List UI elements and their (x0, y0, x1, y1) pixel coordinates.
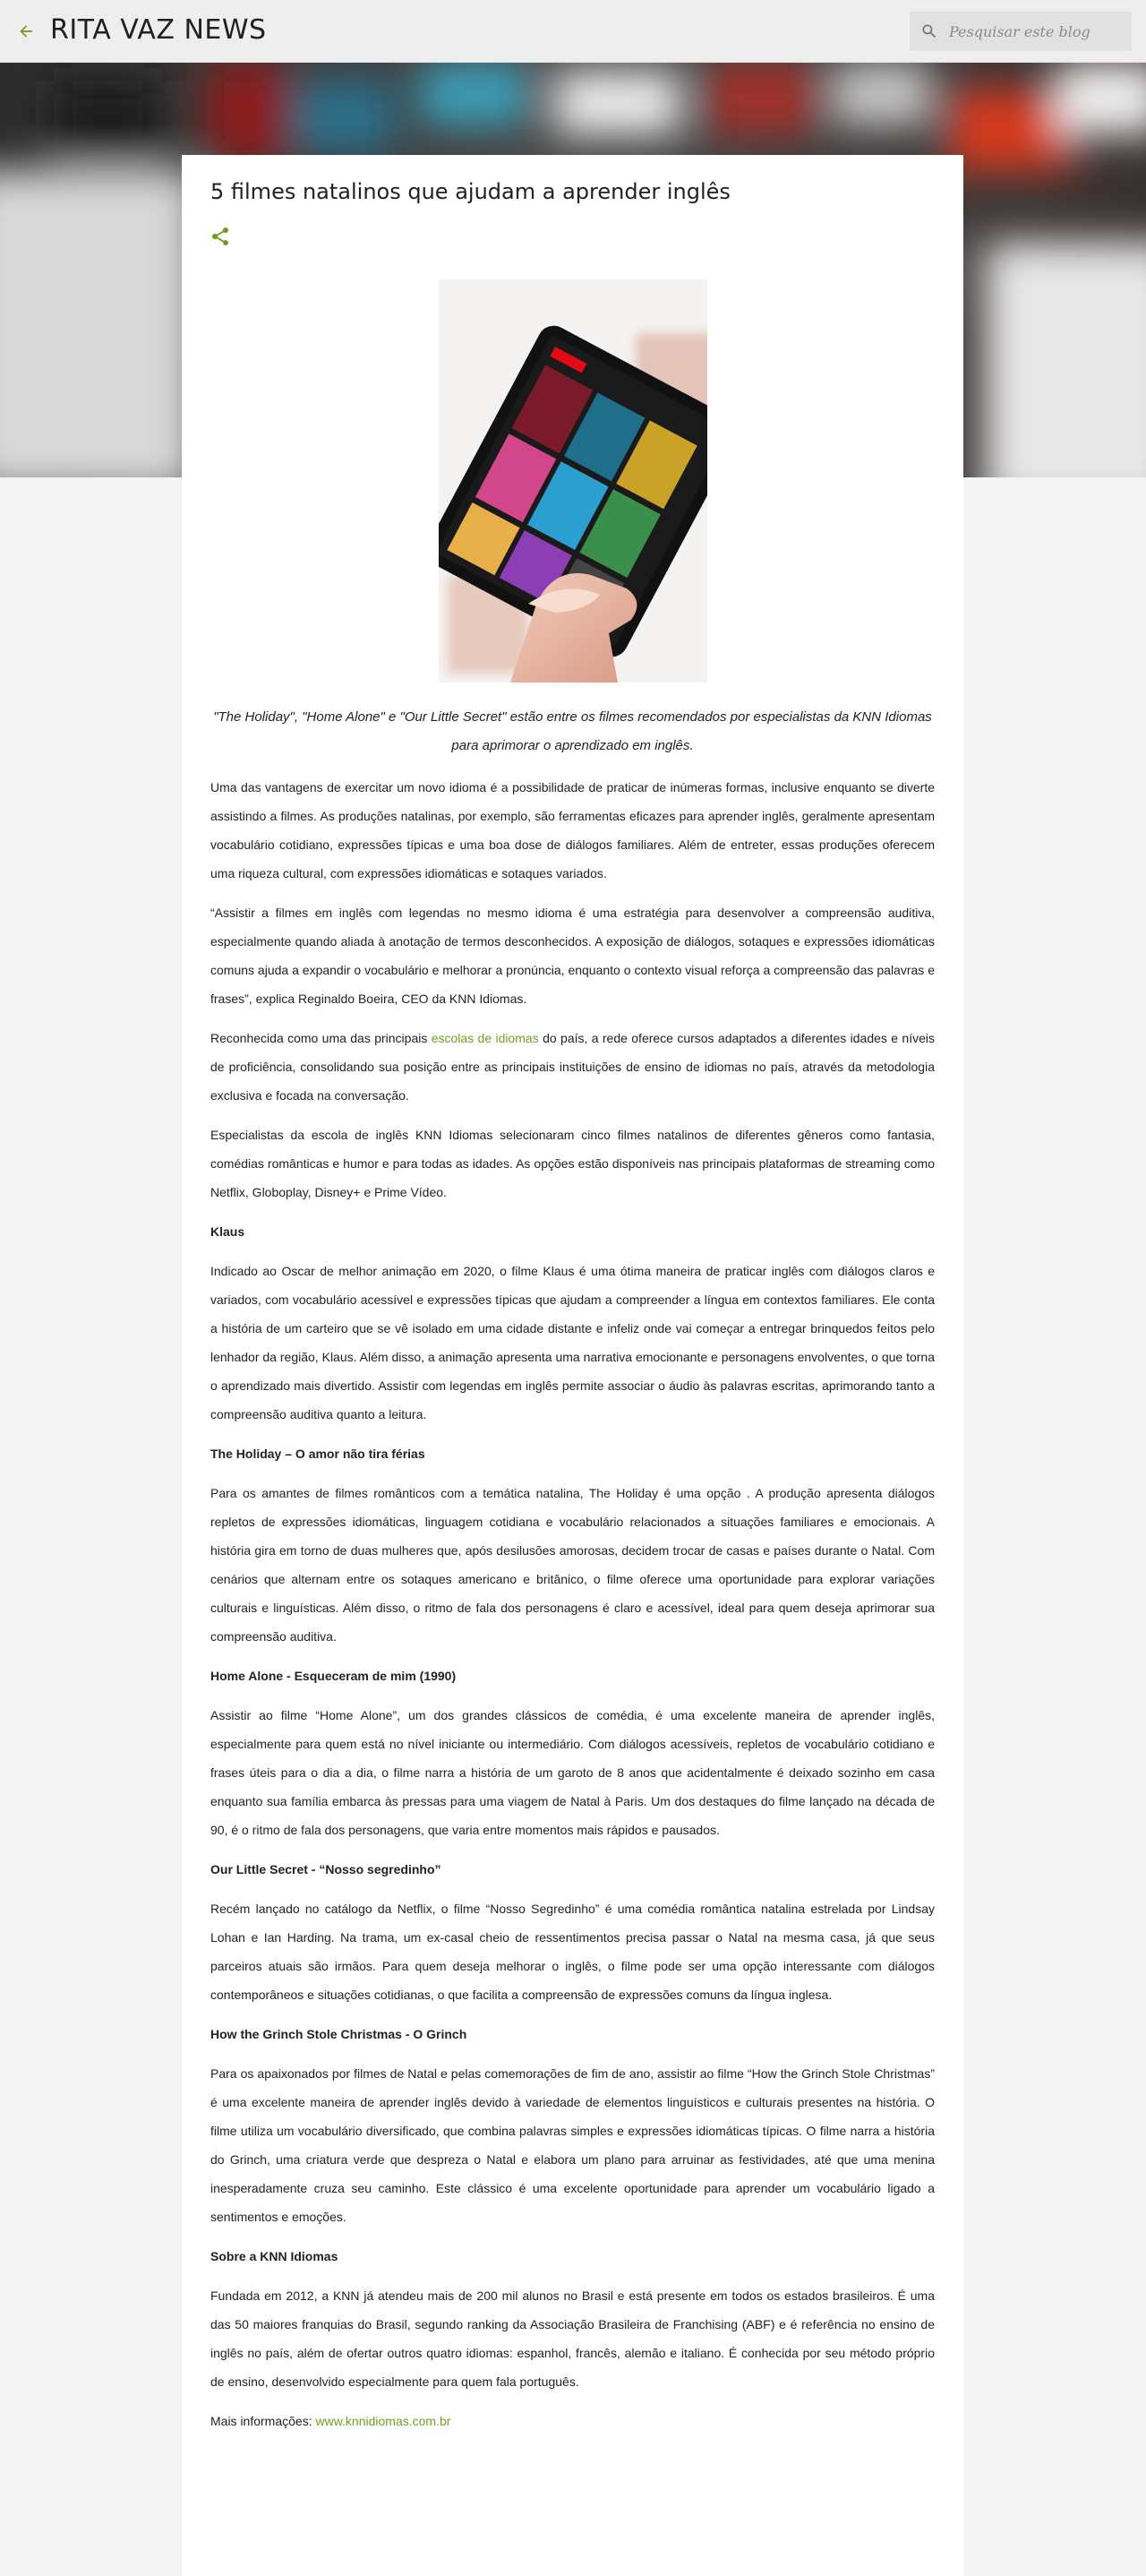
back-arrow-icon[interactable] (13, 18, 39, 45)
paragraph: “Assistir a filmes em inglês com legendas no mesmo idioma é uma estratégia para desenvolver a compreensão auditiva, especialmente quando aliada à anotação de termos desconhecidos. A exposição de diálogos, sotaques e expressões idiomáticas comuns ajuda a expandir o vocabulário e melhorar a pronúncia, enquanto o contexto visual reforça a compreensão das palavras e frases”, explica Reginaldo Boeira, CEO da KNN Idiomas. (210, 906, 935, 1006)
knn-website-link[interactable]: www.knnidiomas.com.br (315, 2414, 451, 2428)
section-heading: How the Grinch Stole Christmas - O Grinch (210, 2027, 467, 2041)
search-input[interactable] (949, 19, 1125, 44)
paragraph: Assistir ao filme “Home Alone”, um dos grandes clássicos de comédia, é uma excelente maneira de aprender inglês, especialmente para quem está no nível iniciante ou intermediário. Com diálogos acessíveis, repletos de vocabulário cotidiano e frases úteis para o dia a dia, o filme narra a história de um garoto de 8 anos que acidentalmente é deixado sozinho em casa enquanto sua família embarca às pressas para uma viagem de Natal à Paris. Um dos destaques do filme lançado na década de 90, é o ritmo de fala dos personagens, que varia entre momentos mais rápidos e pausados. (210, 1708, 935, 1837)
more-info-label: Mais informações: (210, 2414, 316, 2428)
post-title: 5 filmes natalinos que ajudam a aprender inglês (210, 179, 731, 204)
top-bar (0, 0, 1146, 63)
language-schools-link[interactable]: escolas de idiomas (431, 1031, 539, 1045)
blog-title[interactable]: RITA VAZ NEWS (50, 14, 267, 46)
image-caption: "The Holiday", "Home Alone" e "Our Little Secret" estão entre os filmes recomendados por especialistas da KNN Idiomas para aprimorar o aprendizado em inglês. (213, 709, 932, 753)
tablet-streaming-icon (439, 671, 707, 683)
paragraph: Especialistas da escola de inglês KNN Idiomas selecionaram cinco filmes natalinos de diferentes gêneros como fantasia, comédias românticas e humor e para todas as idades. As opções estão disponíveis nas principais plataformas de streaming como Netflix, Globoplay, Disney+ e Prime Vídeo. (210, 1128, 935, 1199)
section-heading: Sobre a KNN Idiomas (210, 2249, 338, 2263)
paragraph-text: Reconhecida como uma das principais (210, 1031, 432, 1045)
paragraph: Indicado ao Oscar de melhor animação em 2020, o filme Klaus é uma ótima maneira de praticar inglês com diálogos claros e variados, com vocabulário acessível e expressões típicas que ajudam a compreender a língua em contextos familiares. Ele conta a história de um carteiro que se vê isolado em uma cidade distante e infeliz onde vai começar a entregar brinquedos feitos pelo lenhador da região, Klaus. Além disso, a animação apresenta uma narrativa emocionante e personagens envolventes, o que torna o aprendizado mais divertido. Assistir com legendas em inglês permite associar o áudio às palavras escritas, aprimorando tanto a compreensão auditiva quanto a leitura. (210, 1264, 935, 1421)
post-card (182, 155, 963, 2576)
paragraph-text: do país, a rede oferece cursos adaptados a diferentes idades e níveis de proficiência, consolidando sua posição entre as principais instituições de ensino de idiomas no país, através da metodologia exclusiva e focada na conversação. (210, 1031, 936, 1103)
share-icon[interactable] (210, 226, 231, 247)
section-heading: Klaus (210, 1224, 245, 1239)
post-body (210, 703, 935, 2446)
section-heading: Home Alone - Esqueceram de mim (1990) (210, 1669, 457, 1683)
paragraph: Uma das vantagens de exercitar um novo idioma é a possibilidade de praticar de inúmeras formas, inclusive enquanto se diverte assistindo a filmes. As produções natalinas, por exemplo, são ferramentas eficazes para aprender inglês, geralmente apresentam vocabulário cotidiano, expressões típicas e uma boa dose de diálogos familiares. Além de entreter, essas produções oferecem uma riqueza cultural, com expressões idiomáticas e sotaques variados. (210, 780, 935, 880)
more-info-line (210, 2407, 935, 2435)
paragraph: Recém lançado no catálogo da Netflix, o filme “Nosso Segredinho” é uma comédia romântica natalina estrelada por Lindsay Lohan e Ian Harding. Na trama, um ex-casal cheio de ressentimentos precisa passar o Natal na mesma casa, já que seus parceiros atuais são irmãos. Para quem deseja melhorar o inglês, o filme pode ser uma opção interessante com diálogos contemporâneos e situações cotidianas, o que facilita a compreensão de expressões comuns da língua inglesa. (210, 1902, 935, 2002)
paragraph: Para os apaixonados por filmes de Natal e pelas comemorações de fim de ano, assistir ao filme “How the Grinch Stole Christmas” é uma excelente maneira de aprender inglês devido à variedade de elementos linguísticos e culturais presentes na história. O filme utiliza um vocabulário diversificado, que combina palavras simples e expressões idiomáticas típicas. O filme narra a história do Grinch, uma criatura verde que despreza o Natal e elabora um plano para arruinar as festividades, até que uma menina inesperadamente cruza seu caminho. Este clássico é uma excelente oportunidade para aprender um vocabulário ligado a sentimentos e emoções. (210, 2066, 935, 2224)
paragraph: Fundada em 2012, a KNN já atendeu mais de 200 mil alunos no Brasil e está presente em todos os estados brasileiros. É uma das 50 maiores franquias do Brasil, segundo ranking da Associação Brasileira de Franchising (ABF) e é referência no ensino de inglês no país, além de ofertar outros quatro idiomas: espanhol, francês, alemão e italiano. É conhecida por seu método próprio de ensino, desenvolvido especialmente para quem fala português. (210, 2288, 935, 2389)
section-heading: The Holiday – O amor não tira férias (210, 1447, 425, 1461)
search-box[interactable] (910, 12, 1132, 51)
paragraph (210, 1024, 935, 1110)
section-heading: Our Little Secret - “Nosso segredinho” (210, 1862, 441, 1876)
post-image[interactable] (439, 279, 707, 683)
paragraph: Para os amantes de filmes românticos com a temática natalina, The Holiday é uma opção . A produção apresenta diálogos repletos de expressões idiomáticas, linguagem cotidiana e vocabulário relacionados a situações familiares e emocionais. A história gira em torno de duas mulheres que, após desilusões amorosas, decidem trocar de casas e países durante o Natal. Com cenários que alternam entre os sotaques americano e britânico, o filme oferece uma oportunidade para explorar variações culturais e linguísticas. Além disso, o ritmo de fala dos personagens é claro e acessível, ideal para quem deseja aprimorar sua compreensão auditiva. (210, 1486, 935, 1644)
search-icon[interactable] (920, 22, 938, 40)
